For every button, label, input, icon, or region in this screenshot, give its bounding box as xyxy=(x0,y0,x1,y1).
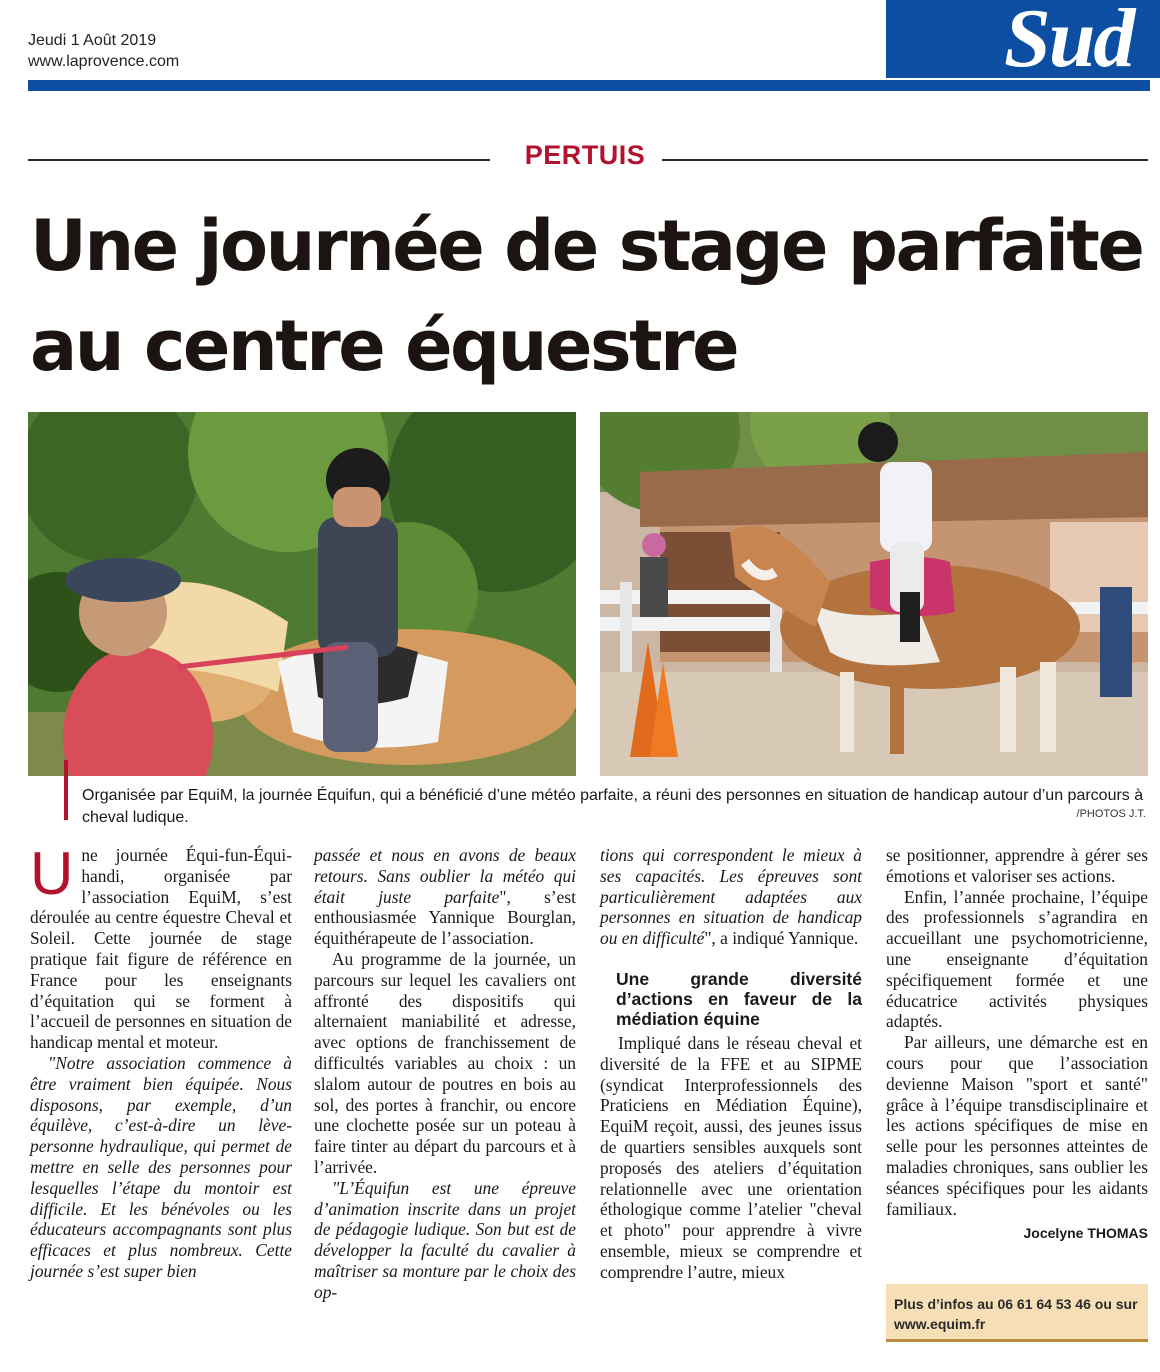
publication-date: Jeudi 1 Août 2019 xyxy=(28,32,157,49)
photo-caption: Organisée par EquiM, la journée Équifun, qui a bénéficié d’une météo parfaite, a réuni des personnes en situation de handicap autour d’un parcours à cheval ludique. xyxy=(82,787,1144,826)
rubric-line-right xyxy=(662,159,1148,161)
info-box xyxy=(886,1284,1148,1342)
headline-line-2: au centre équestre xyxy=(30,305,738,387)
horse-rider-photo-icon xyxy=(28,412,576,776)
article-paragraph-3 xyxy=(314,845,576,949)
brand-logo-block xyxy=(886,0,1160,78)
article-paragraph-4: Au programme de la journée, un parcours sur lequel les cavaliers ont affronté des dispositifs qui alternaient maniabilité et adresse, avec options de franchissement de difficultés variables au choix : un slalom autour de poutres en bois au sol, des portes à franchir, ou encore une clochette posée sur un poteau à faire tinter au départ du parcours et à l’arrivée. xyxy=(314,948,576,1177)
article-column-3 xyxy=(600,845,862,1283)
article-paragraph-6 xyxy=(600,845,862,949)
info-box-phone: Plus d’infos au 06 61 64 53 46 ou sur xyxy=(894,1296,1138,1312)
headline-line-1: Une journée de stage parfaite xyxy=(30,205,1143,287)
article-paragraph-7: Impliqué dans le réseau cheval et diversité de la FFE et au SIPME (syndicat Interprofessionnels des Praticiens en Médiation Équine), EquiM reçoit, aussi, des jeunes issus de quartiers sensibles auxquels sont proposés des ateliers d’équitation relationnelle avec une orientation éthologique comme l’atelier "cheval et photo" pour apprendre à vivre ensemble, mieux se comprendre et comprendre l’autre, mieux xyxy=(600,1032,862,1282)
masthead-rule xyxy=(28,80,1150,91)
article-subhead: Une grande diversité d’actions en faveur de la médiation équine xyxy=(616,968,862,1029)
rubric-line-left xyxy=(28,159,490,161)
masthead-date xyxy=(28,30,179,72)
article-paragraph-5: "L’Équifun est une épreuve d’animation inscrite dans un projet de pédagogie ludique. Son but est de développer la faculté du cavalier à maîtriser sa monture par le choix des op- xyxy=(314,1177,576,1302)
info-box-url[interactable]: www.equim.fr xyxy=(894,1316,986,1332)
photo-horse-jumping xyxy=(600,412,1148,776)
article-paragraph-9: Enfin, l’année prochaine, l’équipe des professionnels s’agrandira en accueillant une psychomotricienne, une enseignante d’équitation spécifiquement formée et une éducatrice activités physiques adaptés. xyxy=(886,886,1148,1032)
article-paragraph-10: Par ailleurs, une démarche est en cours pour que l’association devienne Maison "sport et santé" grâce à l’équipe transdisciplinaire et les actions spécifiques de mise en selle pour les personnes atteintes de maladies chroniques, sans oublier les séances spécifiques pour les aidants familiaux. xyxy=(886,1032,1148,1219)
horse-jumping-photo-icon xyxy=(600,412,1148,776)
article-paragraph-8: se positionner, apprendre à gérer ses émotions et valoriser ses actions. xyxy=(886,845,1148,886)
article-paragraph-2: "Notre association commence à être vraiment bien équipée. Nous disposons, par exemple, d’un équilève, c’est-à-dire un lève-personne hydraulique, qui permet de mettre en selle des personnes pour lesquelles l’étape du montoir est difficile. Et les bénévoles ou les éducateurs accompagnants sont plus efficaces et plus nombreux. Cette journée s’est super bien xyxy=(30,1052,292,1281)
caption-accent-bar xyxy=(64,760,68,820)
paragraph-1-text: ne journée Équi-fun-Équi-handi, organisée par l’association EquiM, s’est déroulée au centre équestre Cheval et Soleil. Cette journée de stage pratique fait figure de référence en France pour les enseignants d’équitation qui se forment à l’accueil de personnes en situation de handicap mental et moteur. xyxy=(30,845,292,1053)
quote-end: tions qui correspondent le mieux à ses capacités. Les épreuves sont particulièrement adaptées aux personnes en situation de handicap ou en difficulté xyxy=(600,845,862,949)
quote-continuation: passée et nous en avons de beaux retours. Sans oublier la météo qui était juste parfaite xyxy=(314,845,576,907)
headline xyxy=(30,196,1150,396)
rubric-label: PERTUIS xyxy=(524,140,646,170)
publication-url[interactable]: www.laprovence.com xyxy=(28,53,180,70)
photo-horse-rider xyxy=(28,412,576,776)
quote-end-attribution: ", a indiqué Yannique. xyxy=(704,928,859,949)
quote-attribution: ", s’est enthousiasmée Yannique Bourglan, équithérapeute de l’association. xyxy=(314,886,576,949)
author-signature: Jocelyne THOMAS xyxy=(1023,1225,1148,1242)
dropcap-letter: U xyxy=(30,840,74,907)
photo-credit: /PHOTOS J.T. xyxy=(1076,808,1146,820)
article-column-2 xyxy=(314,845,576,1303)
brand-logo-text: Sud xyxy=(1004,0,1134,78)
article-paragraph-1 xyxy=(30,840,292,1053)
article-column-1 xyxy=(30,840,292,1282)
article-column-4 xyxy=(886,845,1148,1244)
